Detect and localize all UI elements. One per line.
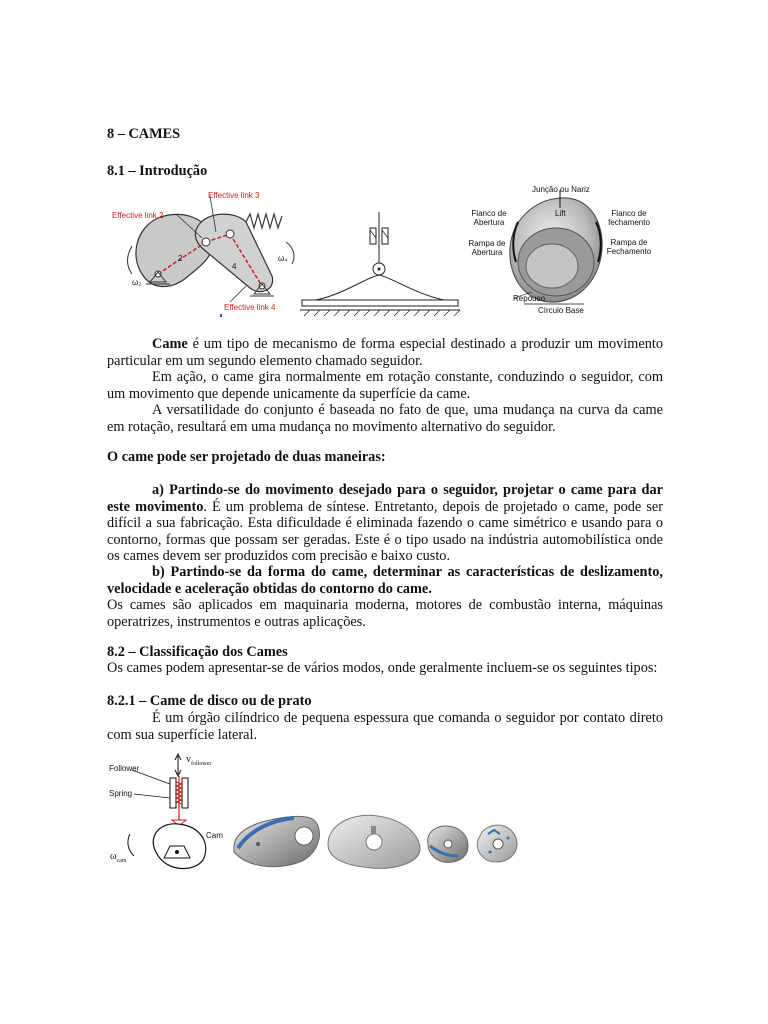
circulo-base-label: Círculo Base (538, 306, 584, 315)
omega-cam-label: $\omega_{cam}$ (110, 851, 127, 864)
paragraph-duas-maneiras: O came pode ser projetado de duas maneiras: (107, 449, 386, 465)
repouso-label: Repouso (513, 294, 546, 303)
spring-label: Spring (109, 789, 133, 798)
paragraph-orgao-cilindrico: É um órgão cilíndrico de pequena espessura que comanda o seguidor por contato direto com sua superfície lateral. (107, 710, 663, 743)
effective-link-3-label: Effective link 3 (208, 191, 260, 200)
follower-label: Follower (109, 764, 140, 773)
rampa-fechamento-label: Rampa de Fechamento (606, 238, 652, 256)
cam-label: Cam (206, 831, 223, 840)
lift-label: Lift (555, 209, 566, 218)
figure-follower-profile (300, 212, 460, 322)
figure-disk-cam-photos (232, 808, 522, 870)
paragraph-opcao-a: a) Partindo-se do movimento desejado para o seguidor, projetar o came para dar este movimento. É um problema de síntese. Entretanto, depois de projetado o came, pode ser difícil a sua fabricação. Esta dificuldade é eliminada fazendo o came simétrico e usando para o contorno, formas que possam ser geradas. Este é o tipo usado na indústria automobilística onde os cames devem ser produzidos com precisão e baixo custo. (107, 482, 663, 564)
paragraph-em-acao: Em ação, o came gira normalmente em rotação constante, conduzindo o seguidor, com um movimento que depende unicamente da superfície da came. (107, 369, 663, 402)
figure-disk-cam-diagram (106, 752, 232, 876)
link-2-number: 2 (178, 254, 183, 263)
v-follower-label: $v_{follower}$ (186, 754, 212, 767)
link-4-number: 4 (232, 262, 237, 271)
omega2-label: ω₂ (132, 278, 142, 287)
juncao-label: Junção ou Nariz (532, 185, 590, 194)
chapter-heading: 8 – CAMES (107, 126, 181, 142)
flanco-fechamento-label: Flanco de fechamento (608, 209, 650, 227)
flanco-abertura-label: Flanco de Abertura (471, 209, 507, 227)
section-heading-classificacao: 8.2 – Classificação dos Cames (107, 644, 288, 660)
section-heading-disco: 8.2.1 – Came de disco ou de prato (107, 693, 312, 709)
paragraph-aplicacoes: Os cames são aplicados em maquinaria moderna, motores de combustão interna, máquinas operatrizes, instrumentos e outras aplicações. (107, 597, 663, 630)
rampa-abertura-label: Rampa de Abertura (468, 239, 506, 257)
paragraph-modos: Os cames podem apresentar-se de vários modos, onde geralmente incluem-se os seguintes tipos: (107, 660, 658, 676)
paragraph-opcao-b: b) Partindo-se da forma do came, determinar as características de deslizamento, velocidade e aceleração obtidas do contorno do came. (107, 564, 663, 597)
effective-link-4-label: Effective link 4 (224, 303, 276, 312)
figure-cam-lobe (460, 182, 656, 318)
omega4-label: ω₄ (278, 254, 288, 263)
figure-linkage (106, 186, 302, 318)
paragraph-came-definition: Came é um tipo de mecanismo de forma especial destinado a produzir um movimento particular em um segundo elemento chamado seguidor. (107, 336, 663, 369)
effective-link-2-label: Effective link 2 (112, 211, 164, 220)
paragraph-versatilidade: A versatilidade do conjunto é baseada no fato de que, uma mudança na curva da came em rotação, resultará em uma mudança no movimento alternativo do seguidor. (107, 402, 663, 435)
section-heading-intro: 8.1 – Introdução (107, 163, 208, 179)
